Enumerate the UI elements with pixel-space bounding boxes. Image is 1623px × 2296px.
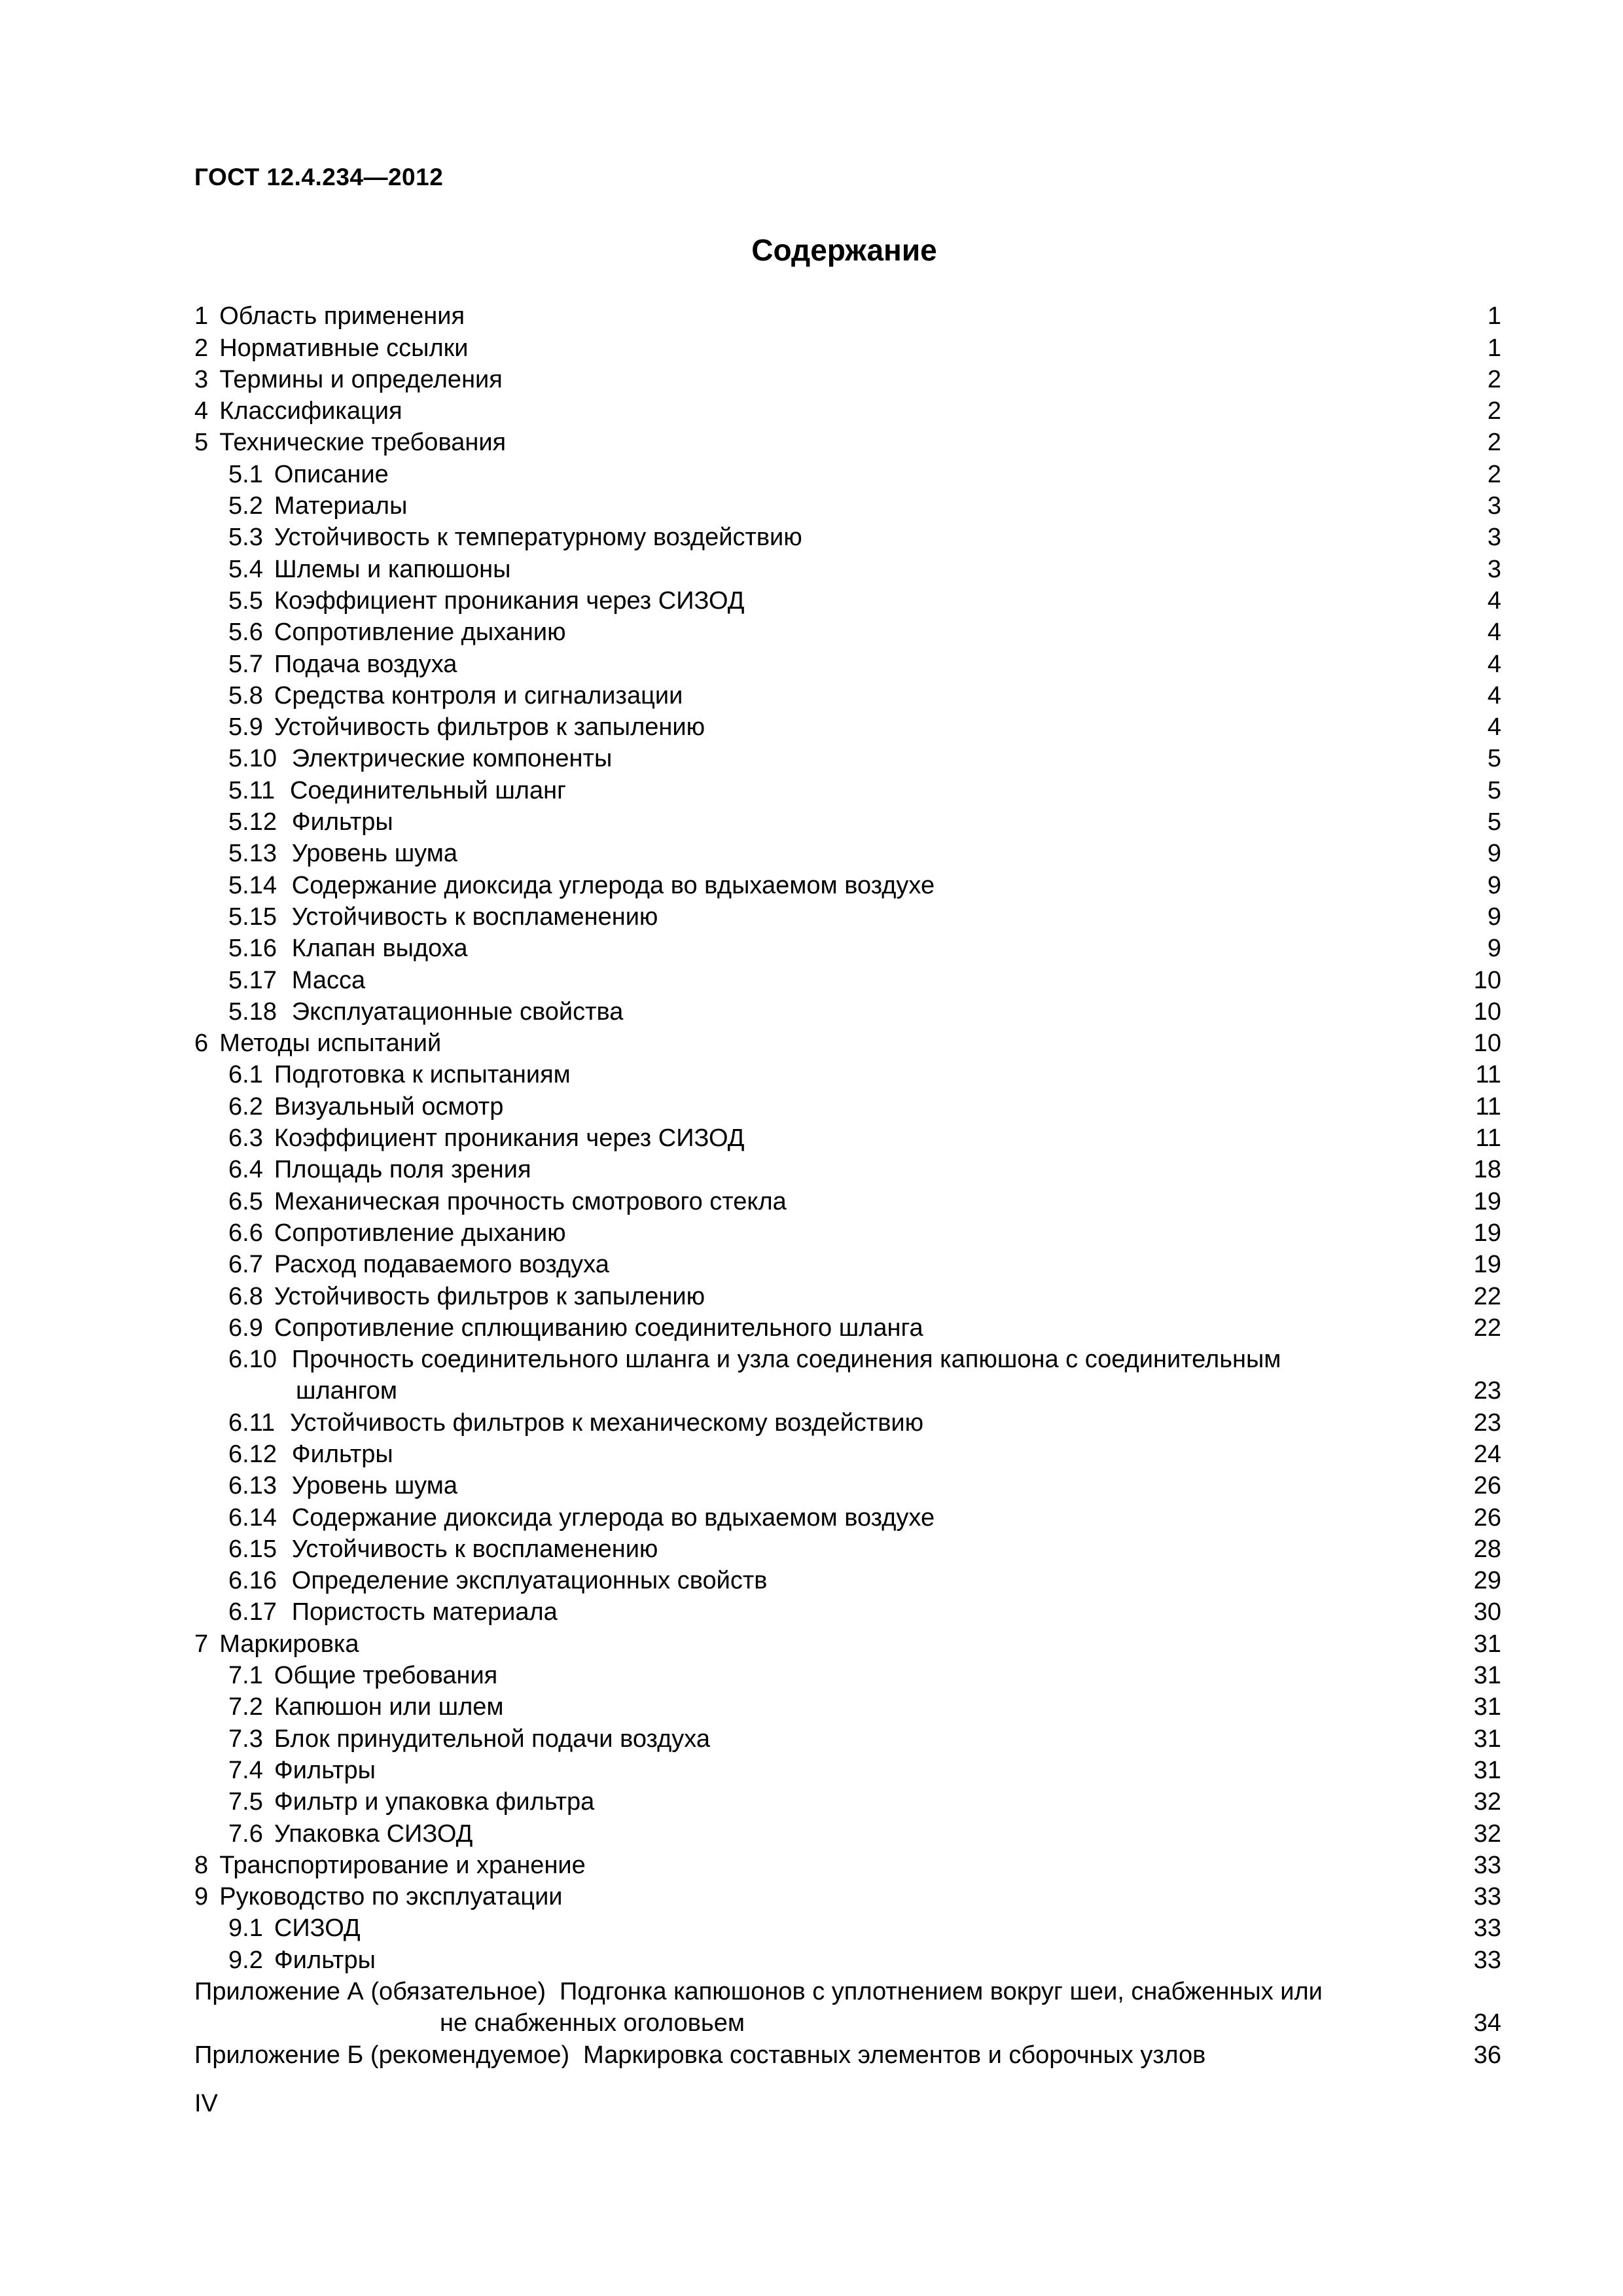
toc-entry-number: 7.1 <box>228 1662 263 1690</box>
toc-entry[interactable] <box>194 1501 1501 1533</box>
toc-entry-page: 9 <box>1471 933 1501 964</box>
toc-entry[interactable] <box>194 553 1501 584</box>
dot-leader <box>503 1660 1467 1691</box>
toc-entry[interactable] <box>194 1944 1501 1975</box>
toc-entry[interactable] <box>194 1628 1501 1659</box>
toc-entry[interactable] <box>194 585 1501 617</box>
toc-entry-number: 7.4 <box>228 1756 263 1784</box>
toc-entry-number: 6.16 <box>228 1567 277 1595</box>
toc-entry[interactable] <box>194 490 1501 522</box>
toc-entry-page: 33 <box>1471 1912 1501 1944</box>
dot-leader <box>366 1912 1467 1944</box>
dot-leader <box>772 1565 1467 1596</box>
toc-entry-title: Устойчивость к воспламенению <box>291 903 658 931</box>
dot-leader <box>576 1059 1467 1090</box>
dot-leader <box>381 1945 1467 1976</box>
toc-entry-title: Подготовка к испытаниям <box>274 1061 571 1089</box>
dot-leader <box>710 1281 1467 1312</box>
toc-entry-number: 5.14 <box>228 871 277 899</box>
toc-entry-page: 3 <box>1471 554 1501 585</box>
toc-entry[interactable] <box>194 964 1501 996</box>
toc-entry-number: 6.9 <box>228 1314 263 1342</box>
toc-entry-number: 1 <box>194 302 209 331</box>
toc-entry[interactable] <box>194 458 1501 490</box>
toc-entry[interactable] <box>194 522 1501 553</box>
toc-entry-number: 6.4 <box>228 1156 263 1184</box>
toc-entry-page: 28 <box>1471 1534 1501 1565</box>
toc-entry-number: 7.5 <box>228 1788 263 1816</box>
toc-entry-title: Фильтр и упаковка фильтра <box>274 1788 595 1816</box>
toc-entry[interactable] <box>194 1090 1501 1122</box>
toc-entry-page: 2 <box>1471 395 1501 427</box>
toc-entry-number: 5.17 <box>228 966 277 994</box>
toc-entry-title: Клапан выдоха <box>291 935 468 963</box>
toc-entry[interactable] <box>194 1723 1501 1754</box>
toc-entry-title: Пористость материала <box>291 1598 558 1626</box>
toc-entry[interactable] <box>194 364 1501 395</box>
dot-leader <box>408 395 1467 427</box>
toc-entry-number: 6.17 <box>228 1598 277 1626</box>
toc-entry-page: 33 <box>1471 1881 1501 1912</box>
toc-entry-number: 5.5 <box>228 586 263 615</box>
dot-leader <box>568 1881 1467 1912</box>
dot-leader <box>402 1375 1467 1407</box>
toc-entry-number: 5.7 <box>228 650 263 678</box>
toc-entry[interactable] <box>194 1280 1501 1312</box>
dot-leader <box>750 585 1468 617</box>
toc-entry[interactable] <box>194 1850 1501 1881</box>
toc-entry[interactable] <box>194 711 1501 743</box>
toc-entry-title: Руководство по эксплуатации <box>219 1883 563 1911</box>
toc-entry-page: 5 <box>1471 743 1501 774</box>
toc-entry[interactable] <box>194 427 1501 458</box>
toc-entry-number: 7 <box>194 1630 209 1658</box>
toc-entry-title: Классификация <box>219 397 402 425</box>
toc-entry-number: 5.18 <box>228 997 277 1026</box>
dot-leader <box>463 838 1467 869</box>
toc-entry-number: 6 <box>194 1030 209 1058</box>
toc-entry-page: 33 <box>1471 1945 1501 1976</box>
toc-entry-page: 31 <box>1471 1660 1501 1691</box>
toc-entry-number: 7.2 <box>228 1693 263 1721</box>
toc-entry[interactable] <box>194 1059 1501 1090</box>
toc-entry[interactable] <box>194 933 1501 964</box>
toc-entry-title: Эксплуатационные свойства <box>291 997 624 1026</box>
dot-leader <box>508 1091 1467 1122</box>
dot-leader <box>792 1186 1467 1217</box>
toc-entry-title: Подгонка капюшонов с уплотнением вокруг шеи, снабженных или <box>559 1977 1323 2005</box>
toc-entry-number: 4 <box>194 397 209 425</box>
toc-entry-number: 6.5 <box>228 1187 263 1215</box>
dot-leader <box>663 901 1467 933</box>
toc-entry-title: Устойчивость к температурному воздействию <box>274 524 802 552</box>
toc-entry[interactable] <box>194 774 1501 806</box>
toc-entry-page: 29 <box>1471 1565 1501 1596</box>
toc-entry-page: 3 <box>1471 522 1501 553</box>
toc-entry-page: 2 <box>1471 364 1501 395</box>
toc-entry-page: 3 <box>1471 490 1501 522</box>
toc-entry-number: 5 <box>194 429 209 457</box>
toc-entry-page: 34 <box>1471 2007 1501 2039</box>
toc-entry-title: Устойчивость фильтров к запылению <box>274 1282 705 1310</box>
toc-entry-number: 5.3 <box>228 524 263 552</box>
dot-leader <box>750 2007 1467 2039</box>
toc-entry-title-continuation: шлангом <box>296 1375 400 1407</box>
toc-entry-page: 10 <box>1471 965 1501 996</box>
toc-entry-number: 5.6 <box>228 619 263 647</box>
toc-entry-number: Приложение Б (рекомендуемое) <box>194 2041 570 2069</box>
toc-entry-title: Шлемы и капюшоны <box>274 555 511 583</box>
toc-entry-page: 19 <box>1471 1249 1501 1280</box>
toc-entry-page: 9 <box>1471 838 1501 869</box>
dot-leader <box>628 996 1467 1028</box>
toc-entry-title: Сопротивление дыханию <box>274 619 566 647</box>
toc-entry-number: 6.1 <box>228 1061 263 1089</box>
dot-leader <box>381 1755 1467 1786</box>
toc-entry-title: Расход подаваемого воздуха <box>274 1251 609 1279</box>
toc-entry-page: 23 <box>1471 1375 1501 1407</box>
toc-entry-number: 6.8 <box>228 1282 263 1310</box>
toc-entry[interactable] <box>194 1912 1501 1944</box>
toc-entry-title: Содержание диоксида углерода во вдыхаемом воздухе <box>291 871 935 899</box>
dot-leader <box>663 1534 1467 1565</box>
dot-leader <box>399 1439 1467 1470</box>
toc-entry-title: Транспортирование и хранение <box>219 1851 586 1879</box>
toc-entry[interactable] <box>194 1028 1501 1059</box>
toc-entry-number: 6.7 <box>228 1251 263 1279</box>
dot-leader <box>463 1470 1467 1501</box>
toc-entry-page: 2 <box>1471 427 1501 458</box>
toc-entry-page: 26 <box>1471 1502 1501 1534</box>
dot-leader <box>940 870 1467 901</box>
toc-entry-page: 30 <box>1471 1596 1501 1628</box>
dot-leader <box>715 1723 1467 1755</box>
toc-entry-title: Упаковка СИЗОД <box>274 1820 473 1848</box>
dot-leader <box>516 554 1467 585</box>
dot-leader <box>599 1786 1467 1818</box>
toc-entry[interactable] <box>194 1185 1501 1217</box>
toc-entry[interactable] <box>194 1312 1501 1344</box>
toc-entry[interactable] <box>194 332 1501 363</box>
toc-entry-number: 5.15 <box>228 903 277 931</box>
toc-entry[interactable] <box>194 648 1501 679</box>
toc-entry[interactable] <box>194 838 1501 869</box>
dot-leader <box>470 300 1467 332</box>
toc-entry-page: 10 <box>1471 1028 1501 1059</box>
toc-entry-title: Маркировка <box>219 1630 359 1658</box>
toc-entry-title: Подача воздуха <box>274 650 457 678</box>
page-title: Содержание <box>751 233 937 267</box>
toc-entry-page: 18 <box>1471 1154 1501 1185</box>
toc-entry[interactable] <box>194 1786 1501 1818</box>
toc-entry-page: 11 <box>1471 1091 1501 1122</box>
toc-entry-page: 32 <box>1471 1818 1501 1850</box>
toc-entry-title: Описание <box>274 460 389 488</box>
toc-entry-number: 5.1 <box>228 460 263 488</box>
dot-leader <box>929 1407 1467 1439</box>
toc-entry[interactable] <box>194 395 1501 427</box>
toc-entry-number: 9.2 <box>228 1946 263 1974</box>
toc-entry-title: Маркировка составных элементов и сборочных узлов <box>583 2041 1206 2069</box>
toc-entry-title: Методы испытаний <box>219 1030 442 1058</box>
toc-entry-page: 24 <box>1471 1439 1501 1470</box>
toc-entry[interactable] <box>194 743 1501 774</box>
toc-entry-title: Коэффициент проникания через СИЗОД <box>274 586 745 615</box>
toc-entry-page: 5 <box>1471 775 1501 806</box>
toc-entry[interactable] <box>194 1976 1501 2039</box>
dot-leader <box>571 1217 1467 1249</box>
toc-entry-title: Электрические компоненты <box>291 745 613 773</box>
toc-entry-page: 4 <box>1471 617 1501 648</box>
toc-entry-number: 6.6 <box>228 1219 263 1247</box>
dot-leader <box>399 806 1467 838</box>
toc-entry-page: 9 <box>1471 901 1501 933</box>
toc-entry-number: 6.10 <box>228 1345 277 1373</box>
toc-entry[interactable] <box>194 1122 1501 1154</box>
dot-leader <box>473 933 1467 964</box>
toc-entry[interactable] <box>194 1217 1501 1249</box>
toc-entry-number: 6.14 <box>228 1503 277 1532</box>
toc-entry-page: 22 <box>1471 1281 1501 1312</box>
toc-entry-page: 11 <box>1471 1122 1501 1154</box>
toc-entry-title: Сопротивление дыханию <box>274 1219 566 1247</box>
table-of-contents <box>194 300 1501 2071</box>
toc-entry-page: 2 <box>1471 459 1501 490</box>
toc-entry-page: 33 <box>1471 1850 1501 1881</box>
dot-leader <box>1211 2039 1467 2071</box>
toc-entry-title: Масса <box>291 966 366 994</box>
dot-leader <box>688 680 1467 711</box>
dot-leader <box>940 1502 1467 1534</box>
toc-entry-number: 8 <box>194 1851 209 1879</box>
toc-entry[interactable] <box>194 680 1501 711</box>
toc-entry-number: 5.8 <box>228 681 263 709</box>
toc-entry-page: 31 <box>1471 1755 1501 1786</box>
dot-leader <box>474 332 1467 364</box>
toc-entry[interactable] <box>194 1596 1501 1628</box>
toc-entry-title: Устойчивость фильтров к механическому воздействию <box>289 1408 924 1437</box>
toc-entry-title: Уровень шума <box>291 1472 458 1500</box>
toc-entry[interactable] <box>194 1755 1501 1786</box>
toc-entry[interactable] <box>194 1439 1501 1470</box>
toc-entry-number: 5.11 <box>228 776 276 804</box>
toc-entry[interactable] <box>194 1470 1501 1501</box>
toc-entry-title: Область применения <box>219 302 465 331</box>
toc-entry[interactable] <box>194 1660 1501 1691</box>
toc-entry-page: 32 <box>1471 1786 1501 1818</box>
toc-entry-number: 6.11 <box>228 1408 276 1437</box>
toc-entry-page: 4 <box>1471 711 1501 743</box>
toc-entry-page: 23 <box>1471 1407 1501 1439</box>
toc-entry-page: 10 <box>1471 996 1501 1028</box>
dot-leader <box>929 1312 1467 1344</box>
toc-entry[interactable] <box>194 1154 1501 1185</box>
toc-entry-title: Термины и определения <box>219 365 503 393</box>
toc-entry[interactable] <box>194 1881 1501 1912</box>
dot-leader <box>508 364 1467 395</box>
toc-entry-title: Устойчивость к воспламенению <box>291 1535 658 1563</box>
toc-entry-title: Прочность соединительного шланга и узла соединения капюшона с соединительным <box>291 1345 1281 1373</box>
toc-entry-title: Уровень шума <box>291 840 458 868</box>
toc-entry-page: 31 <box>1471 1723 1501 1755</box>
toc-entry[interactable] <box>194 617 1501 648</box>
toc-entry-title: Технические требования <box>219 429 507 457</box>
toc-entry-number: 6.13 <box>228 1472 277 1500</box>
toc-entry-number: 5.4 <box>228 555 263 583</box>
dot-leader <box>710 711 1467 743</box>
toc-entry[interactable] <box>194 1249 1501 1280</box>
dot-leader <box>370 965 1467 996</box>
toc-entry-page: 4 <box>1471 680 1501 711</box>
toc-entry[interactable] <box>194 1534 1501 1565</box>
dot-leader <box>537 1154 1467 1185</box>
dot-leader <box>591 1850 1467 1881</box>
toc-entry-number: 6.2 <box>228 1092 263 1121</box>
toc-entry-title: Соединительный шланг <box>289 776 566 804</box>
toc-entry-title: Определение эксплуатационных свойств <box>291 1567 768 1595</box>
dot-leader <box>412 490 1467 522</box>
toc-entry-title: Фильтры <box>291 808 393 836</box>
toc-entry-number: 5.12 <box>228 808 277 836</box>
toc-entry-number: 6.12 <box>228 1440 277 1468</box>
toc-entry-title: Площадь поля зрения <box>274 1156 531 1184</box>
dot-leader <box>364 1628 1467 1660</box>
dot-leader <box>571 775 1467 806</box>
page-number: IV <box>194 2090 218 2117</box>
toc-entry[interactable] <box>194 901 1501 933</box>
dot-leader <box>615 1249 1467 1280</box>
toc-entry-number: 7.3 <box>228 1725 263 1753</box>
toc-entry[interactable] <box>194 1565 1501 1596</box>
toc-entry-number: 5.13 <box>228 840 277 868</box>
toc-entry-page: 22 <box>1471 1312 1501 1344</box>
dot-leader <box>446 1028 1467 1059</box>
toc-entry-page: 4 <box>1471 649 1501 680</box>
toc-entry-title: Блок принудительной подачи воздуха <box>274 1725 710 1753</box>
dot-leader <box>509 1691 1467 1723</box>
toc-entry-number: 9.1 <box>228 1914 263 1943</box>
toc-entry-number: 6.3 <box>228 1124 263 1153</box>
toc-entry-page: 1 <box>1471 300 1501 332</box>
toc-entry-number: 5.10 <box>228 745 277 773</box>
toc-entry-title-continuation: не снабженных оголовьем <box>440 2007 747 2039</box>
toc-entry-title: Общие требования <box>274 1662 498 1690</box>
dot-leader <box>571 617 1467 648</box>
toc-entry-title: Капюшон или шлем <box>274 1693 504 1721</box>
toc-entry-page: 31 <box>1471 1691 1501 1723</box>
toc-entry-page: 19 <box>1471 1217 1501 1249</box>
toc-entry-title: Материалы <box>274 492 408 520</box>
toc-entry-number: 7.6 <box>228 1820 263 1848</box>
toc-entry[interactable] <box>194 1344 1501 1407</box>
dot-leader <box>808 522 1467 553</box>
toc-entry-title: Фильтры <box>274 1946 376 1974</box>
toc-entry-page: 5 <box>1471 806 1501 838</box>
toc-entry-page: 31 <box>1471 1628 1501 1660</box>
toc-entry[interactable] <box>194 1691 1501 1723</box>
toc-entry-number: Приложение А (обязательное) <box>194 1977 546 2005</box>
toc-entry-number: 6.15 <box>228 1535 277 1563</box>
toc-entry-number: 3 <box>194 365 209 393</box>
toc-entry-number: 2 <box>194 334 209 362</box>
dot-leader <box>462 649 1467 680</box>
toc-entry[interactable] <box>194 869 1501 901</box>
toc-entry-number: 5.2 <box>228 492 263 520</box>
toc-entry[interactable] <box>194 1407 1501 1438</box>
toc-entry-title: Фильтры <box>274 1756 376 1784</box>
dot-leader <box>750 1122 1468 1154</box>
toc-entry-number: 9 <box>194 1883 209 1911</box>
toc-entry-page: 26 <box>1471 1470 1501 1501</box>
toc-entry-page: 19 <box>1471 1186 1501 1217</box>
toc-entry[interactable] <box>194 1818 1501 1849</box>
dot-leader <box>563 1596 1467 1628</box>
dot-leader <box>511 427 1467 458</box>
toc-entry-title: Фильтры <box>291 1440 393 1468</box>
toc-entry-title: Коэффициент проникания через СИЗОД <box>274 1124 745 1153</box>
toc-entry-title: Содержание диоксида углерода во вдыхаемом воздухе <box>291 1503 935 1532</box>
dot-leader <box>394 459 1467 490</box>
dot-leader <box>617 743 1467 774</box>
toc-entry[interactable] <box>194 996 1501 1028</box>
toc-entry-number: 5.16 <box>228 935 277 963</box>
dot-leader <box>478 1818 1467 1850</box>
toc-entry-title: Сопротивление сплющиванию соединительного шланга <box>274 1314 923 1342</box>
toc-entry-page: 36 <box>1471 2039 1501 2071</box>
document-code: ГОСТ 12.4.234—2012 <box>194 164 444 190</box>
toc-entry-title: Устойчивость фильтров к запылению <box>274 713 705 742</box>
toc-entry-page: 11 <box>1471 1059 1501 1090</box>
toc-entry-title: Визуальный осмотр <box>274 1092 504 1121</box>
toc-entry-page: 9 <box>1471 870 1501 901</box>
toc-entry[interactable] <box>194 300 1501 332</box>
toc-entry[interactable] <box>194 806 1501 838</box>
toc-entry-page: 4 <box>1471 585 1501 617</box>
toc-entry-title: Средства контроля и сигнализации <box>274 681 683 709</box>
toc-entry-title: СИЗОД <box>274 1914 361 1943</box>
toc-entry-number: 5.9 <box>228 713 263 742</box>
toc-entry-title: Механическая прочность смотрового стекла <box>274 1187 787 1215</box>
toc-entry-page: 1 <box>1471 332 1501 364</box>
toc-entry-title: Нормативные ссылки <box>219 334 469 362</box>
toc-entry[interactable] <box>194 2039 1501 2070</box>
